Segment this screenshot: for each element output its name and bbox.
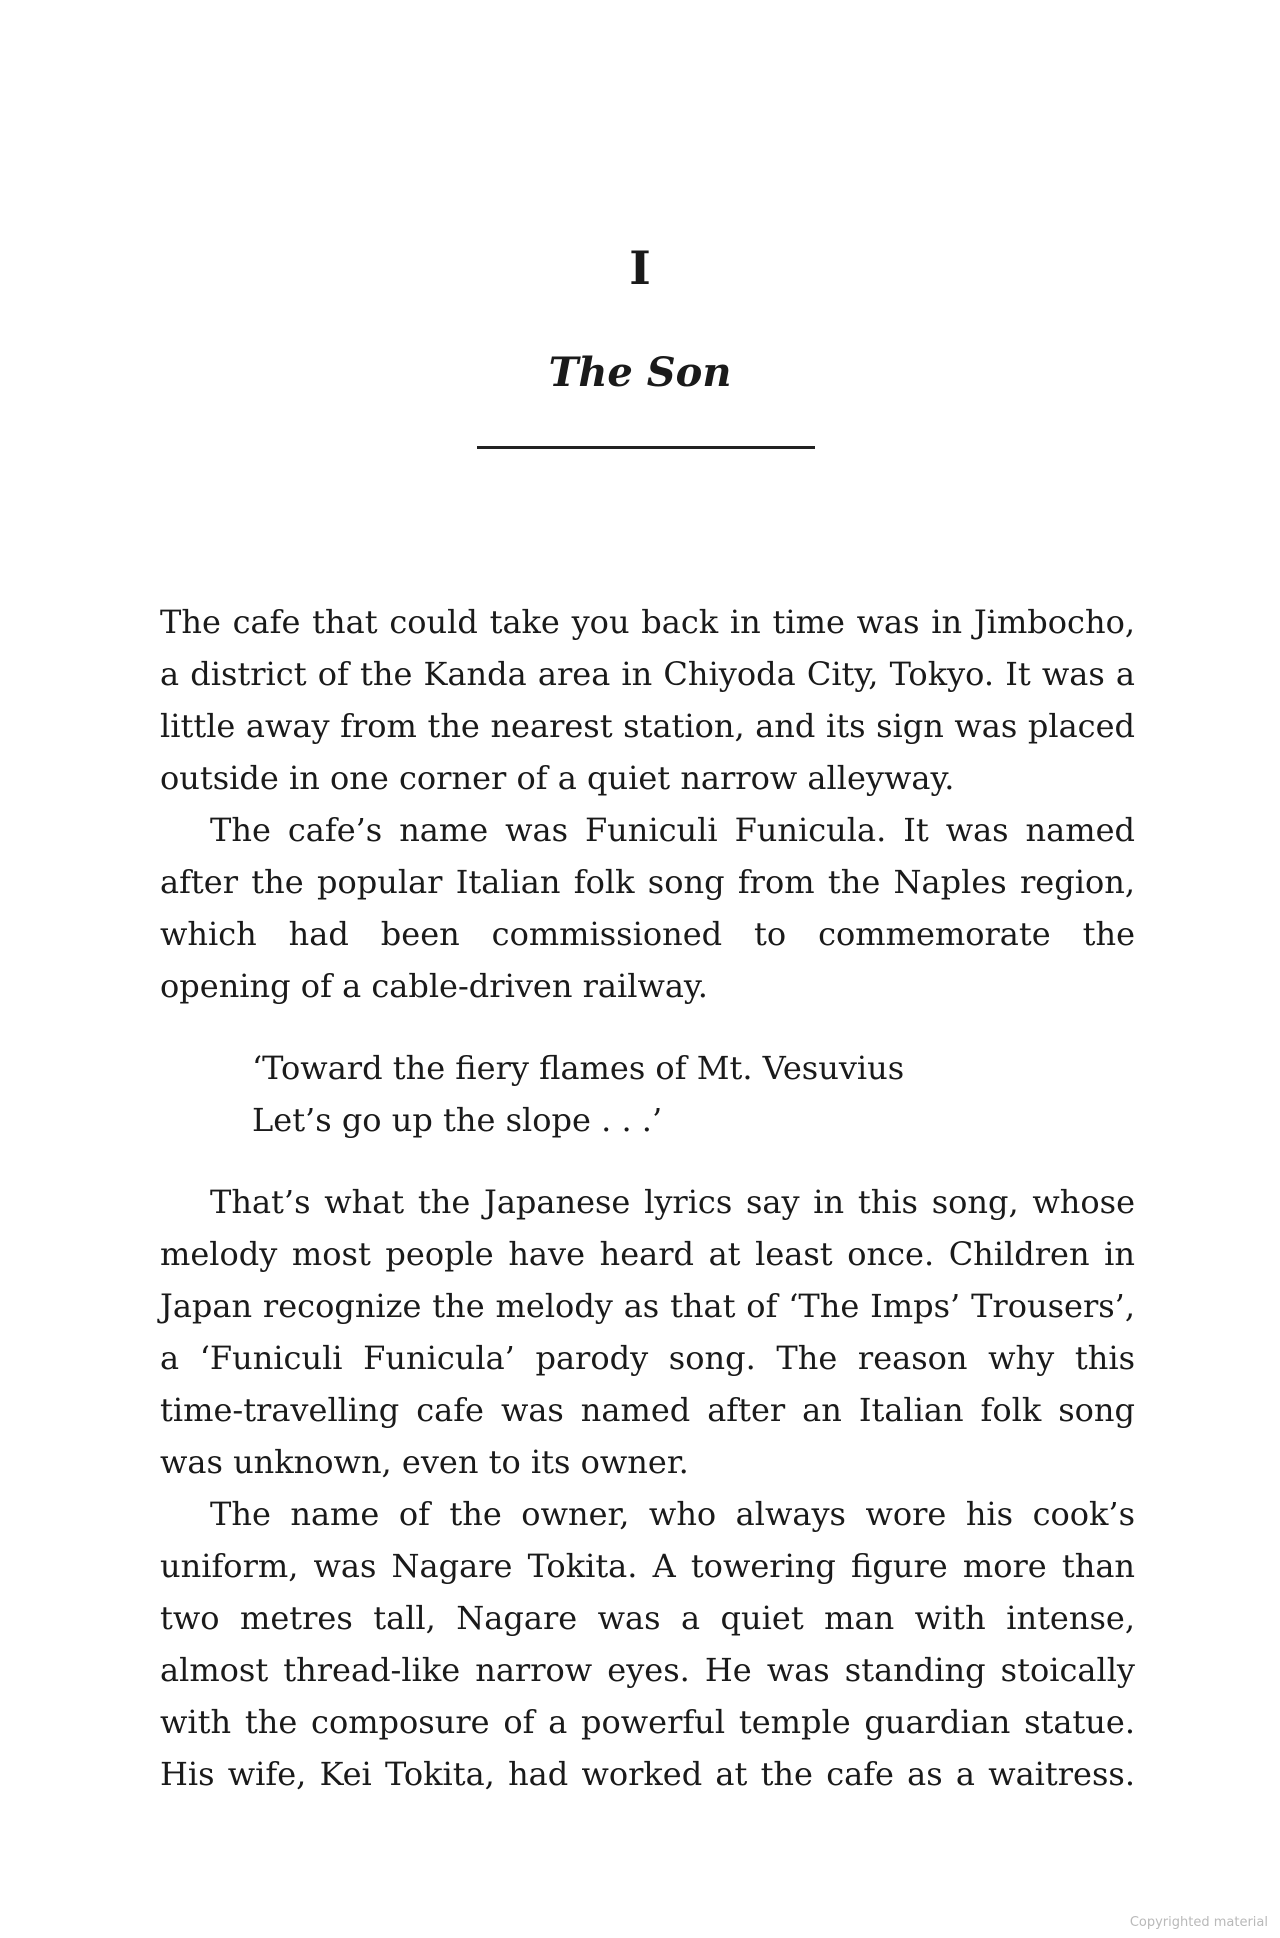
chapter-divider <box>477 446 815 449</box>
copyright-watermark: Copyrighted material <box>1129 1915 1268 1930</box>
song-lyrics <box>252 1042 1135 1146</box>
chapter-body <box>160 596 1135 1800</box>
chapter-title: The Son <box>548 349 732 396</box>
lyric-line: Let’s go up the slope . . .’ <box>252 1101 663 1139</box>
paragraph: The cafe’s name was Funiculi Funicula. It was named after the popular Italian folk song from the Naples region, which had been commissioned to commemorate the opening of a cable-driven railway. <box>160 811 1135 1005</box>
chapter-number: I <box>629 241 651 295</box>
paragraph: That’s what the Japanese lyrics say in this song, whose melody most people have heard at least once. Children in Japan recognize the melody as that of ‘The Imps’ Trousers’, a ‘Funiculi Funicula’ parody song. The reason why this time-travelling cafe was named after an Italian folk song was unknown, even to its owner. <box>160 1183 1135 1481</box>
lyric-line: ‘Toward the fiery flames of Mt. Vesuvius <box>252 1049 905 1087</box>
paragraph: The cafe that could take you back in time was in Jimbocho, a district of the Kanda area in Chiyoda City, Tokyo. It was a little away from the nearest station, and its sign was placed outside in one corner of a quiet narrow alleyway. <box>160 603 1135 797</box>
paragraph: The name of the owner, who always wore his cook’s uniform, was Nagare Tokita. A towering figure more than two metres tall, Nagare was a quiet man with intense, almost thread-like narrow eyes. He was standing stoically with the composure of a powerful temple guardian statue. His wife, Kei Tokita, had worked at the cafe as a waitress. <box>160 1495 1135 1793</box>
